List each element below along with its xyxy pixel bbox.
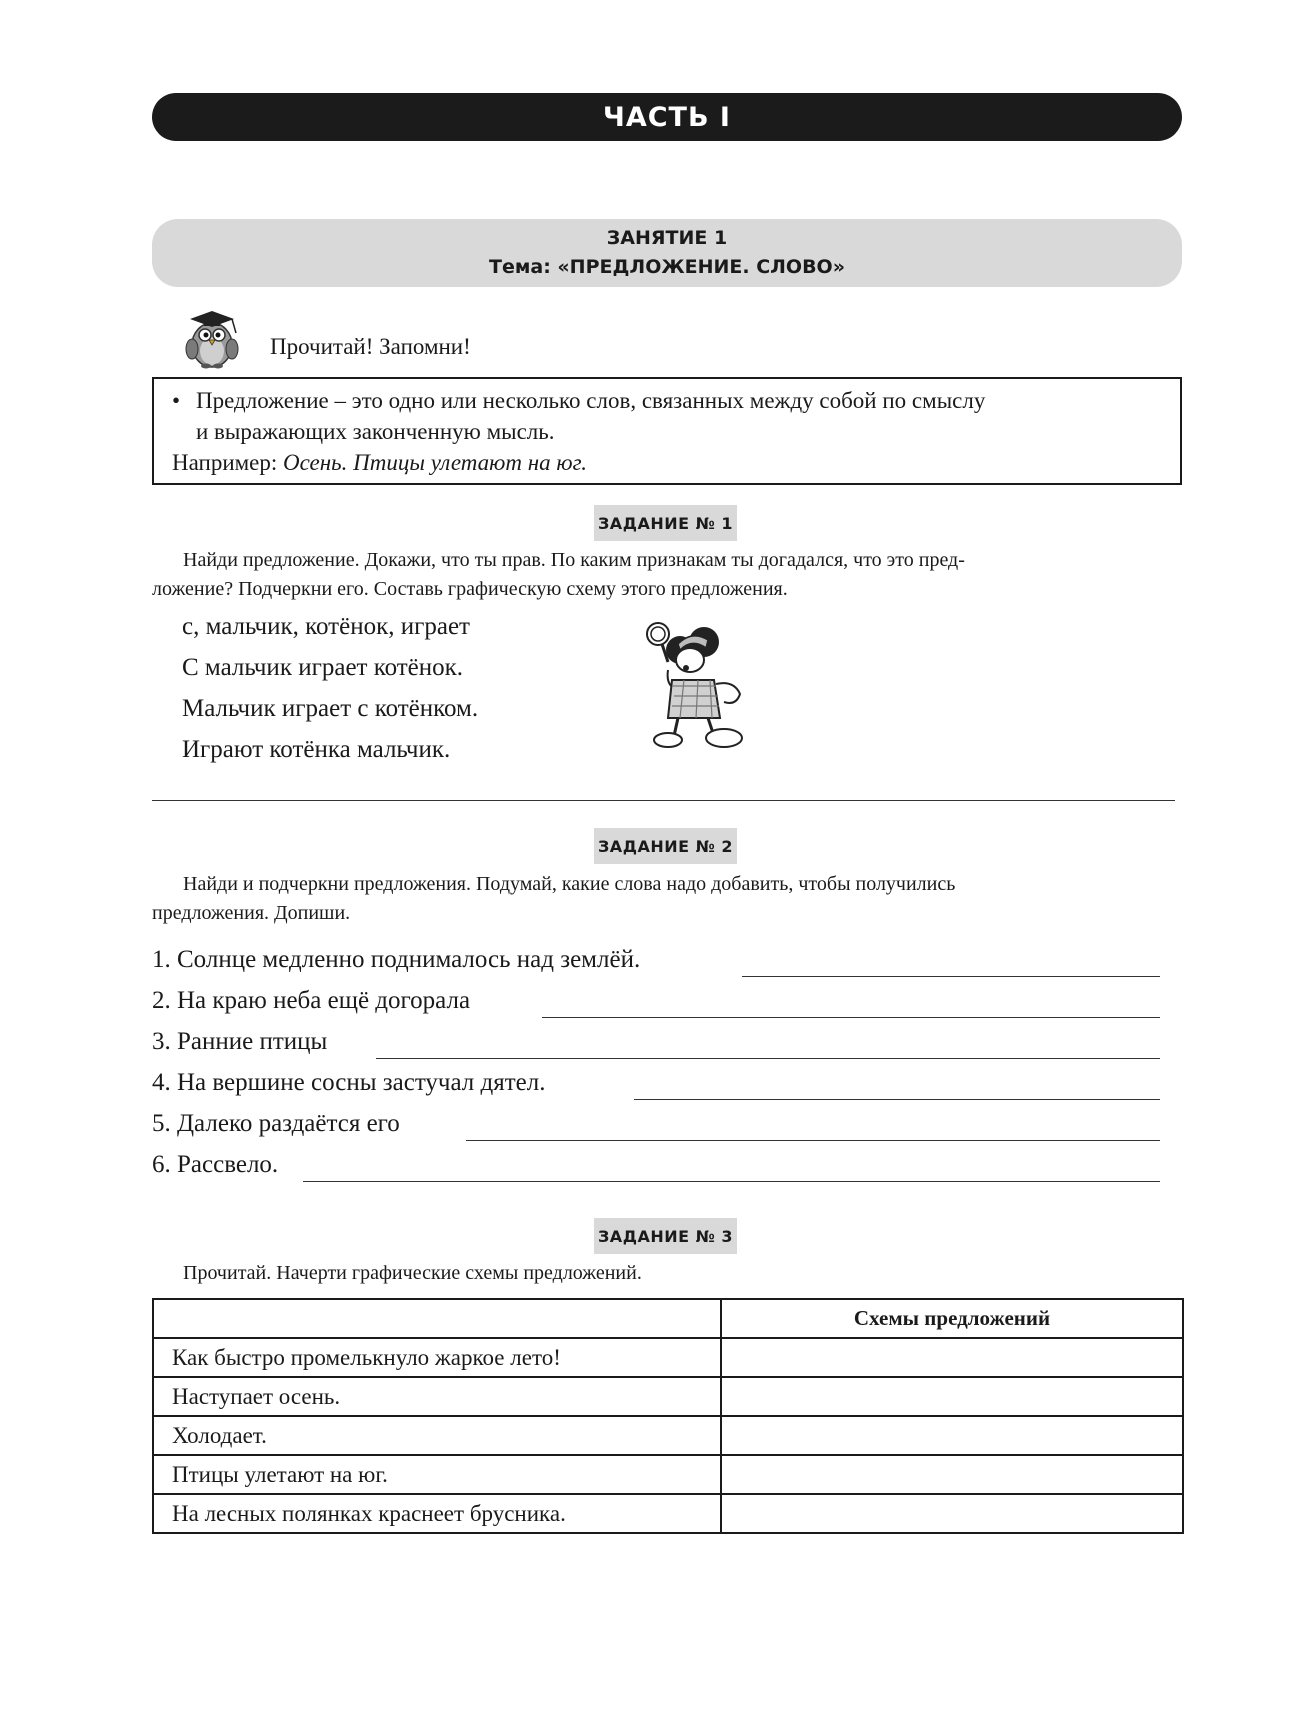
table-sentence-cell: Как быстро промелькнуло жаркое лето! [153, 1338, 721, 1377]
schemes-column-header: Схемы предложений [721, 1299, 1183, 1338]
answer-line-4[interactable] [634, 1099, 1160, 1100]
table-scheme-cell[interactable] [721, 1377, 1183, 1416]
rule-definition: – это одно или несколько слов, связанных между собой по смыслу [328, 388, 986, 413]
answer-line-5[interactable] [466, 1140, 1160, 1141]
table-sentence-cell: На лесных полянках краснеет брусника. [153, 1494, 721, 1533]
answer-line-2[interactable] [542, 1017, 1160, 1018]
table-header-row [153, 1299, 1183, 1338]
table-scheme-cell[interactable] [721, 1455, 1183, 1494]
rule-box [152, 377, 1182, 485]
task3-instruction: Прочитай. Начерти графические схемы предложений. [183, 1262, 642, 1284]
candidate-4: Играют котёнка мальчик. [182, 736, 451, 763]
task1-instruction [152, 546, 1181, 604]
task2-instruction-line2: предложения. Допиши. [152, 902, 351, 924]
rule-example [172, 447, 587, 478]
task1-instruction-line1: Найди предложение. Докажи, что ты прав. По каким признакам ты догадался, что это пред- [183, 549, 965, 571]
task3-label: ЗАДАНИЕ № 3 [594, 1218, 737, 1254]
example-text: Осень. Птицы улетают на юг. [283, 450, 588, 475]
rule-definition-line1 [196, 385, 985, 416]
part-title: ЧАСТЬ I [603, 101, 731, 133]
sentence-5: 5. Далеко раздаётся его [152, 1110, 400, 1137]
sentence-2: 2. На краю неба ещё догорала [152, 987, 471, 1014]
candidate-1: с, мальчик, котёнок, играет [182, 613, 470, 640]
table-row [153, 1416, 1183, 1455]
example-prefix: Например: [172, 450, 284, 475]
table-sentence-cell: Холодает. [153, 1416, 721, 1455]
answer-line-1[interactable] [742, 976, 1160, 977]
lesson-banner [152, 219, 1182, 287]
detective-mouse-icon [628, 622, 758, 754]
lesson-topic: Тема: «ПРЕДЛОЖЕНИЕ. СЛОВО» [489, 256, 845, 278]
candidate-3: Мальчик играет с котёнком. [182, 695, 479, 722]
task1-label: ЗАДАНИЕ № 1 [594, 505, 737, 541]
table-sentence-cell: Наступает осень. [153, 1377, 721, 1416]
sentence-4: 4. На вершине сосны застучал дятел. [152, 1069, 546, 1096]
table-sentence-cell: Птицы улетают на юг. [153, 1455, 721, 1494]
table-row [153, 1455, 1183, 1494]
lesson-title: ЗАНЯТИЕ 1 [606, 227, 728, 249]
answer-line-6[interactable] [303, 1181, 1160, 1182]
table-row [153, 1494, 1183, 1533]
separator-line [152, 800, 1175, 801]
table-scheme-cell[interactable] [721, 1338, 1183, 1377]
task2-label: ЗАДАНИЕ № 2 [594, 828, 737, 864]
read-remember-heading: Прочитай! Запомни! [270, 334, 471, 359]
schemes-table [152, 1298, 1184, 1534]
sentence-3: 3. Ранние птицы [152, 1028, 328, 1055]
owl-professor-icon [178, 305, 246, 369]
table-scheme-cell[interactable] [721, 1494, 1183, 1533]
rule-term: Предложение [196, 388, 329, 413]
table-row [153, 1377, 1183, 1416]
rule-definition-line2: и выражающих законченную мысль. [196, 419, 555, 444]
table-row [153, 1338, 1183, 1377]
part-banner [152, 93, 1182, 141]
task2-instruction [152, 870, 1181, 928]
task2-instruction-line1: Найди и подчеркни предложения. Подумай, какие слова надо добавить, чтобы получились [183, 873, 956, 895]
sentence-6: 6. Рассвело. [152, 1151, 279, 1178]
sentence-column-header [153, 1299, 721, 1338]
sentence-1: 1. Солнце медленно поднималось над землёй. [152, 946, 641, 973]
table-scheme-cell[interactable] [721, 1416, 1183, 1455]
candidate-2: С мальчик играет котёнок. [182, 654, 464, 681]
task1-instruction-line2: ложение? Подчеркни его. Составь графическую схему этого предложения. [152, 578, 788, 600]
answer-line-3[interactable] [376, 1058, 1160, 1059]
bullet-icon: • [172, 388, 181, 413]
